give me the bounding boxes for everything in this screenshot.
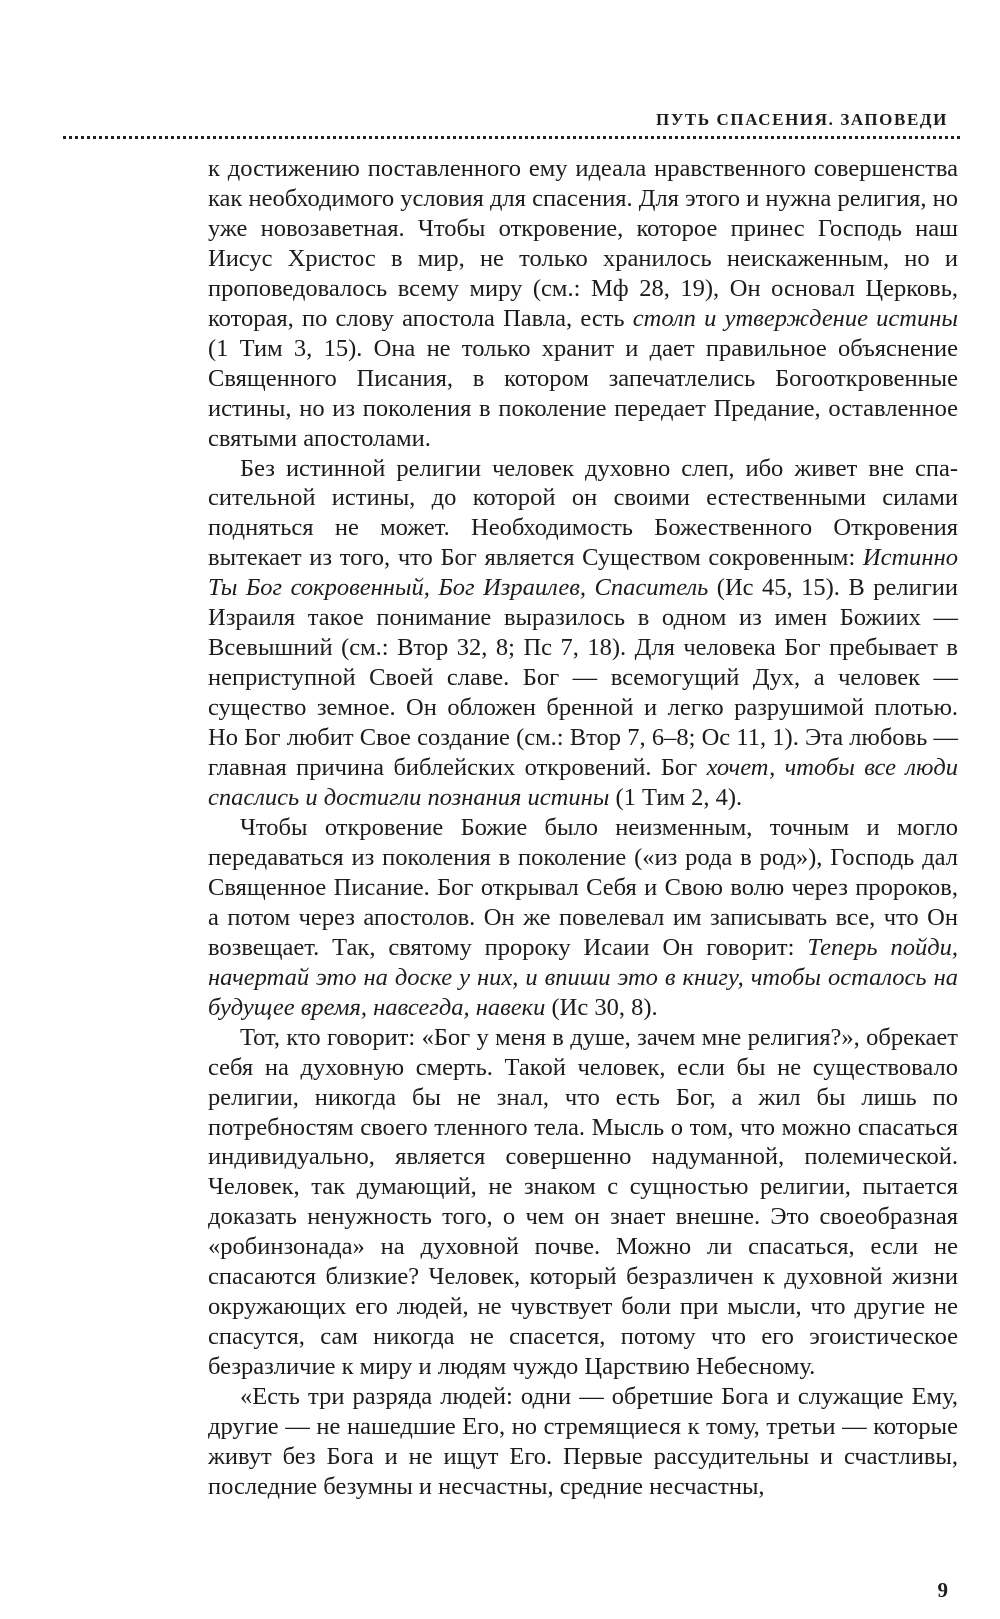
- running-head: ПУТЬ СПАСЕНИЯ. ЗАПОВЕДИ: [656, 110, 948, 129]
- paragraph-2-quote-1: Истинно Ты Бог сокровенный, Бог Израилев, Спаситель: [208, 544, 958, 602]
- dotted-header-rule: [63, 136, 960, 139]
- paragraph-2-text-b: (Ис 45, 15). В религии Израиля такое понимание выразилось в одном из имен Божиих — Всевышний (см.: Втор 32, 8; Пс 7, 18). Для человека Бог пребывает в неприступной Своей славе. Бог — всемогущий Дух, а человек — существо земное. Он обложен бренной и легко разрушимой плотью. Но Бог любит Свое создание (см.: Втор 7, 6–8; Ос 11, 1). Эта любовь — главная причина библейских откровений. Бог: [208, 574, 958, 782]
- paragraph-1-text-a: к достижению поставленного ему идеала нравственного совершенства как необходимого условия для спасения. Для этого и нужна религия, но уже новозаветная. Чтобы откровение, которое принес Господь наш Иисус Христос в мир, не только хранилось неискаженным, но и проповедовалось всему миру (см.: Мф 28, 19), Он основал Церковь, которая, по слову апостола Павла, есть: [208, 155, 958, 332]
- paragraph-2: [208, 454, 958, 813]
- paragraph-1-quote-1: столп и утверждение истины: [632, 304, 958, 332]
- paragraph-4: Тот, кто говорит: «Бог у меня в душе, зачем мне религия?», обрекает себя на духовную смерть. Такой человек, если бы не существовало религии, никогда бы не знал, что есть Бог, а жил бы лишь по потребностям своего тленного тела. Мысль о том, что можно спасаться индивидуально, является совершенно надуманной, полемической. Человек, так думающий, не знаком с сущностью религии, пытается доказать ненужность того, о чем он знает внешне. Это своеобразная «робинзонада» на духовной почве. Можно ли спасаться, если не спасаются близкие? Человек, который безразличен к духовной жизни окружающих его людей, не чувствует боли при мысли, что другие не спасутся, сам никогда не спасется, потому что его эгоистическое безразличие к миру и людям чуждо Царствию Небесному.: [208, 1023, 958, 1381]
- paragraph-3-text-b: (Ис 30, 8).: [545, 993, 658, 1021]
- paragraph-1-text-b: (1 Тим 3, 15). Она не только хранит и дает правильное объяснение Священного Писания, в котором запечатлелись Богооткровенные истины, но из поколения в поколение передает Предание, оставленное святыми апостолами.: [208, 334, 958, 452]
- page-number: 9: [937, 1578, 948, 1602]
- paragraph-2-quote-2: хочет, чтобы все люди спаслись и достигли познания истины: [208, 754, 958, 812]
- paragraph-2-text-c: (1 Тим 2, 4).: [609, 784, 743, 812]
- paragraph-3: [208, 813, 958, 1023]
- body-text: [208, 154, 958, 1502]
- paragraph-2-text-a: Без истинной религии человек духовно слеп, ибо живет вне спасительной истины, до которой он своими естественными силами подняться не может. Необходимость Божественного Откровения вытекает из того, что Бог является Существом сокровенным:: [208, 454, 958, 572]
- paragraph-3-text-a: Чтобы откровение Божие было неизменным, точным и могло передаваться из поколения в поколение («из рода в род»), Господь дал Священное Писание. Бог открывал Себя и Свою волю через пророков, а потом через апостолов. Он же повелевал им записывать все, что Он возвещает. Так, святому пророку Исаии Он говорит:: [208, 813, 958, 961]
- paragraph-3-quote-1: Теперь пойди, начертай это на доске у них, и впиши это в книгу, чтобы осталось на будущее время, навсегда, навеки: [208, 933, 958, 1021]
- paragraph-1: [208, 154, 958, 454]
- paragraph-5: «Есть три разряда людей: одни — обретшие Бога и служащие Ему, другие — не нашедшие Его, но стремящиеся к тому, третьи — которые живут без Бога и не ищут Его. Первые рассудительны и счастливы, последние безумны и несчастны, средние несчастны,: [208, 1383, 958, 1500]
